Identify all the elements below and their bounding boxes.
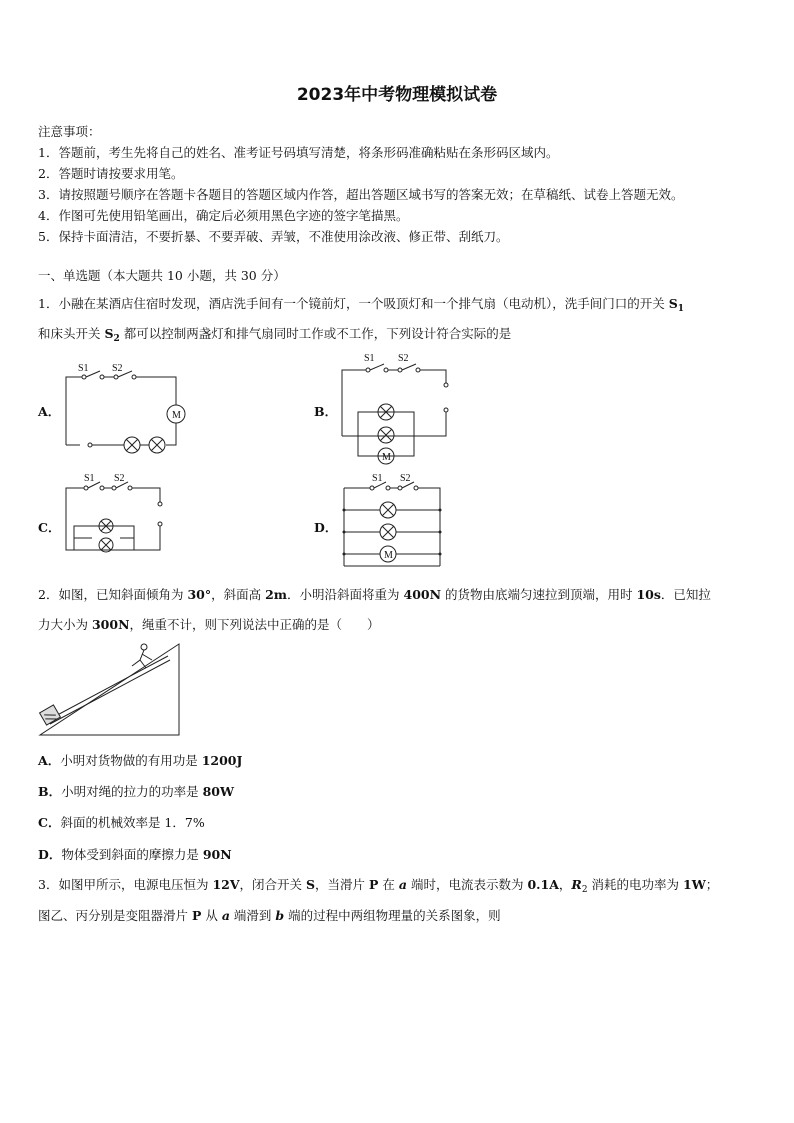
- switch-s1-label: S1: [364, 353, 375, 364]
- switch-s1-label: S1: [78, 363, 89, 374]
- page-title: 2023年中考物理模拟试卷: [296, 85, 498, 105]
- notice-item: 3．请按照题号顺序在答题卡各题目的答题区域内作答，超出答题区域书写的答案无效；在草稿纸、试卷上答题无效。: [38, 187, 684, 202]
- notice-item: 2．答题时请按要求用笔。: [38, 166, 184, 181]
- q2-option-d: D．物体受到斜面的摩擦力是 90N: [38, 847, 232, 862]
- q1-option-b-label: B．: [314, 404, 338, 419]
- q2-option-c: C．斜面的机械效率是 1．7%: [38, 815, 205, 830]
- q1-option-d-label: D．: [314, 520, 338, 535]
- switch-s2-label: S2: [112, 363, 123, 374]
- q1-stem-line2: 和床头开关 $S_2$ 都可以控制两盏灯和排气扇同时工作或不工作，下列设计符合实际的是: [38, 326, 512, 344]
- cargo-box-icon: [40, 705, 61, 725]
- switch-s1-label: S1: [372, 473, 383, 484]
- q3-stem-line1: 3．如图甲所示，电源电压恒为 12V，闭合开关 S，当滑片 P 在 a 端时，电流表示数为 0.1A，$R_2$ 消耗的电功率为 1W；: [38, 877, 719, 895]
- switch-s2-label: S2: [114, 473, 125, 484]
- switch-s2-label: S2: [400, 473, 411, 484]
- switch-s2-label: S2: [398, 353, 409, 364]
- motor-label: M: [384, 550, 393, 561]
- q1-stem-line1: 1．小融在某酒店住宿时发现，酒店洗手间有一个镜前灯，一个吸顶灯和一个排气扇（电动机），洗手间门口的开关 $S_1$: [38, 296, 684, 314]
- circuit-diagram-d: [340, 472, 450, 572]
- q1-option-a-label: A．: [38, 404, 61, 419]
- notice-item: 1．答题前，考生先将自己的姓名、准考证号码填写清楚，将条形码准确粘贴在条形码区域内。: [38, 145, 559, 160]
- motor-label: M: [172, 410, 181, 421]
- circuit-diagram-b: [338, 352, 458, 466]
- q2-option-a: A．小明对货物做的有用功是 1200J: [38, 753, 243, 768]
- person-pulling-icon: [132, 644, 152, 668]
- notice-item: 5．保持卡面清洁，不要折暴、不要弄破、弄皱，不准使用涂改液、修正带、刮纸刀。: [38, 229, 509, 244]
- notice-heading: 注意事项：: [38, 124, 101, 139]
- q2-option-b: B．小明对绳的拉力的功率是 80W: [38, 784, 234, 799]
- notice-item: 4．作图可先使用铅笔画出，确定后必须用黑色字迹的签字笔描黑。: [38, 208, 409, 223]
- motor-label: M: [382, 452, 391, 463]
- section-heading: 一、单选题（本大题共 10 小题，共 30 分）: [38, 268, 286, 283]
- circuit-diagram-c: [62, 472, 172, 556]
- q1-option-c-label: C．: [38, 520, 61, 535]
- switch-s1-label: S1: [84, 473, 95, 484]
- q2-stem-line1: 2．如图，已知斜面倾角为 30°，斜面高 2m．小明沿斜面将重为 400N 的货物由底端匀速拉到顶端，用时 10s．已知拉: [38, 587, 711, 602]
- q3-stem-line2: 图乙、丙分别是变阻器滑片 P 从 a 端滑到 b 端的过程中两组物理量的关系图象，则: [38, 908, 501, 923]
- circuit-diagram-a: [60, 362, 190, 462]
- incline-figure: [36, 640, 186, 740]
- q2-stem-line2: 力大小为 300N，绳重不计，则下列说法中正确的是（ ）: [38, 617, 380, 632]
